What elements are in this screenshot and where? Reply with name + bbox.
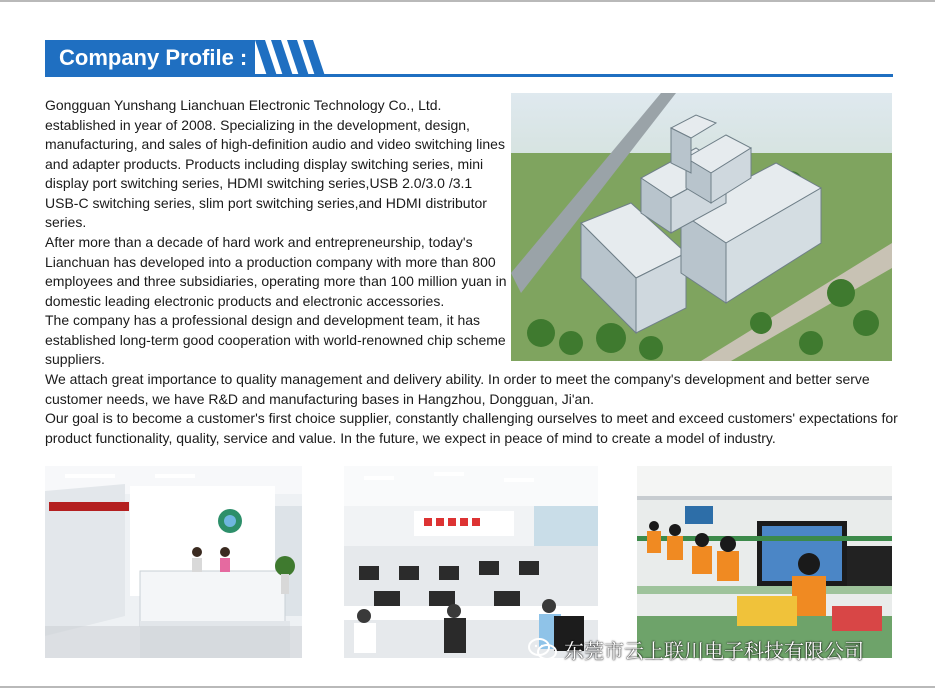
goal-paragraph: Our goal is to become a customer's first choice supplier, constantly challenging ourselves to meet and exceed customers' expectations for product functionality, quality, service and value. In the future, we expect in peace of mind to create a model of industry. (45, 410, 898, 446)
company-watermark (528, 634, 864, 664)
header-underline (45, 74, 893, 77)
team-paragraph: The company has a professional design and development team, it has established long-term good cooperation with world-renowned chip scheme suppliers. (45, 312, 506, 367)
page-top-border (0, 0, 935, 2)
section-header (45, 40, 893, 80)
reception-lobby-photo (45, 466, 302, 658)
watermark-text: 东莞市云上联川电子科技有限公司 (564, 638, 864, 663)
intro-paragraph: Gongguan Yunshang Lianchuan Electronic Technology Co., Ltd. established in year of 2008. Specializing in the development, design, manufacturing, and sales of high-definition audio and video switching lines and adapter products. Products including display switching series, mini display port switching series, HDMI switching series,USB 2.0/3.0 /3.1 USB-C switching series, slim port switching series,and HDMI distributor series. (45, 97, 505, 230)
quality-paragraph: We attach great importance to quality management and delivery ability. In order to meet the company's development and better serve customer needs, we have R&D and manufacturing bases in Hangzhou, Dongguan, Ji'an. (45, 371, 870, 407)
page-bottom-border (0, 686, 935, 688)
growth-paragraph: After more than a decade of hard work and entrepreneurship, today's Lianchuan has developed into a production company with more than 800 employees and three subsidiaries, operating more than 100 million yuan in domestic leading electronic products and electronic accessories. (45, 234, 507, 309)
open-office-photo (344, 466, 598, 658)
wechat-icon (528, 637, 558, 661)
production-line-photo (637, 466, 892, 658)
header-stripes-decoration (255, 40, 325, 76)
section-title: Company Profile : (45, 40, 255, 76)
factory-campus-aerial-photo (511, 93, 892, 361)
